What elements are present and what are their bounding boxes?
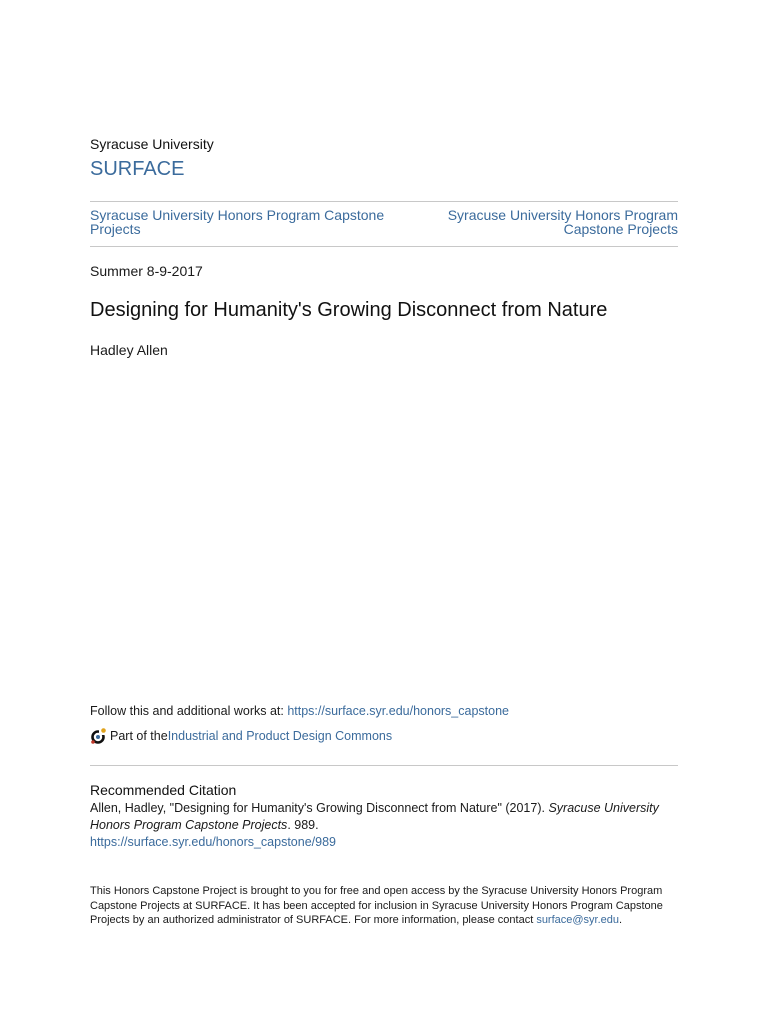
citation-heading: Recommended Citation <box>90 782 237 798</box>
part-of-label: Part of the <box>110 729 168 743</box>
network-commons-icon <box>90 727 108 745</box>
access-notice-text: This Honors Capstone Project is brought to you for free and open access by the Syracuse University Honors Program Capstone Projects at SURFACE. It has been accepted for inclusion in Syracuse University Honors Program Capstone Projects by an authorized administrator of SURFACE. For more information, please contact <box>90 885 663 926</box>
divider-top <box>90 201 678 202</box>
follow-url-link[interactable]: https://surface.syr.edu/honors_capstone <box>287 704 509 718</box>
follow-line <box>90 704 509 718</box>
collection-link-right[interactable]: Syracuse University Honors Program Capstone Projects <box>447 207 678 237</box>
contact-email-link[interactable]: surface@syr.edu <box>536 914 620 926</box>
citation-text <box>90 800 680 834</box>
author-name: Hadley Allen <box>90 342 168 358</box>
citation-url-link[interactable]: https://surface.syr.edu/honors_capstone/989 <box>90 835 336 849</box>
collection-link-left[interactable]: Syracuse University Honors Program Capstone Projects <box>90 207 385 237</box>
document-title: Designing for Humanity's Growing Disconnect from Nature <box>90 299 608 321</box>
part-of-line <box>90 727 392 745</box>
follow-label: Follow this and additional works at: <box>90 704 288 718</box>
citation-number: . 989. <box>287 818 319 832</box>
access-notice <box>90 884 682 928</box>
institution-name: Syracuse University <box>90 136 214 152</box>
repository-link[interactable]: SURFACE <box>90 158 185 180</box>
citation-plain: Allen, Hadley, "Designing for Humanity's Growing Disconnect from Nature" (2017). <box>90 801 549 815</box>
citation-series: Syracuse University Honors Program Capstone Projects <box>90 801 659 832</box>
access-notice-end: . <box>619 914 623 926</box>
divider-collections <box>90 246 678 247</box>
publication-date: Summer 8-9-2017 <box>90 263 203 279</box>
commons-link[interactable]: Industrial and Product Design Commons <box>167 729 393 743</box>
divider-citation <box>90 765 678 766</box>
